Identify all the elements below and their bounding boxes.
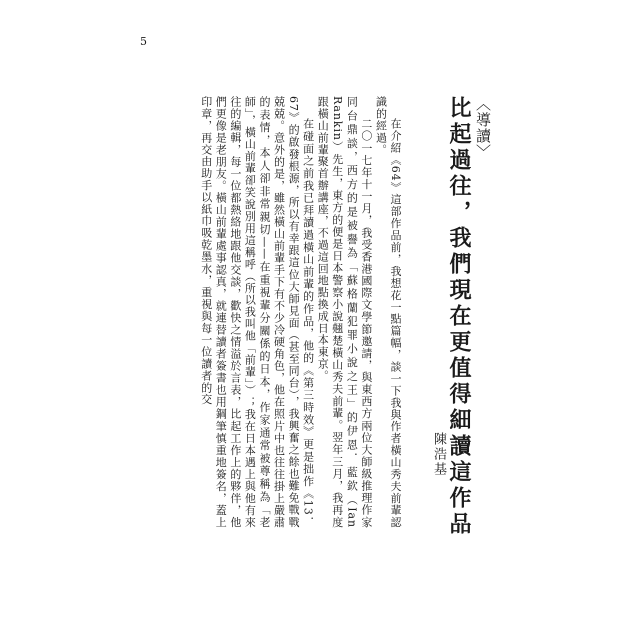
- paragraph: 二〇一七年十一月，我受香港國際文學節邀請，與東西方兩位大師級推理作家同台鼎談，西方的是被譽為「蘇格蘭犯罪小說之王」的伊恩．藍欽（Ian Rankin）先生，東方的便是日本警察小說翹楚橫山秀夫前輩。翌年三月，我再度跟橫山前輩聚首辦講座，不過這回地點換成日本東京。: [316, 96, 373, 528]
- body-text: [140, 96, 402, 528]
- paragraph: 在介紹《64》這部作品前，我想花一點篇幅，談一下我與作者橫山秀夫前輩認識的經過。: [374, 96, 402, 528]
- page-title: 比起過往，我們現在更值得細讀這作品: [446, 96, 472, 538]
- section-label: 〈導讀〉: [474, 96, 492, 160]
- author-name: 陳浩基: [431, 432, 446, 477]
- paragraph: 在碰面之前我已拜讀過橫山前輩的作品，他的《第三時效》更是拙作《13．67》的啟發根源，所以有幸跟這位大師見面（甚至同台），我興奮之餘也難免戰戰兢兢。意外的是，雖然橫山前輩手下有不少冷硬角色，他在照片中也往往掛上嚴肅的表情，本人卻非常親切——在重視輩分關係的日本，作家通常被尊稱為「老師」，橫山前輩卻笑說別用這稱呼（所以我叫他「前輩」）；我在日本遇上與他有來往的編輯，每一位都熱絡地跟他交談，歡快之情溢於言表，比起工作上的夥伴，他們更像是老朋友。橫山前輩處事認真，就連替讀者簽書也用鋼筆慎重地簽名，蓋上印章，再交由助手以紙巾吸乾墨水，重視與每一位讀者的交: [199, 96, 315, 528]
- page-number: 5: [140, 35, 147, 48]
